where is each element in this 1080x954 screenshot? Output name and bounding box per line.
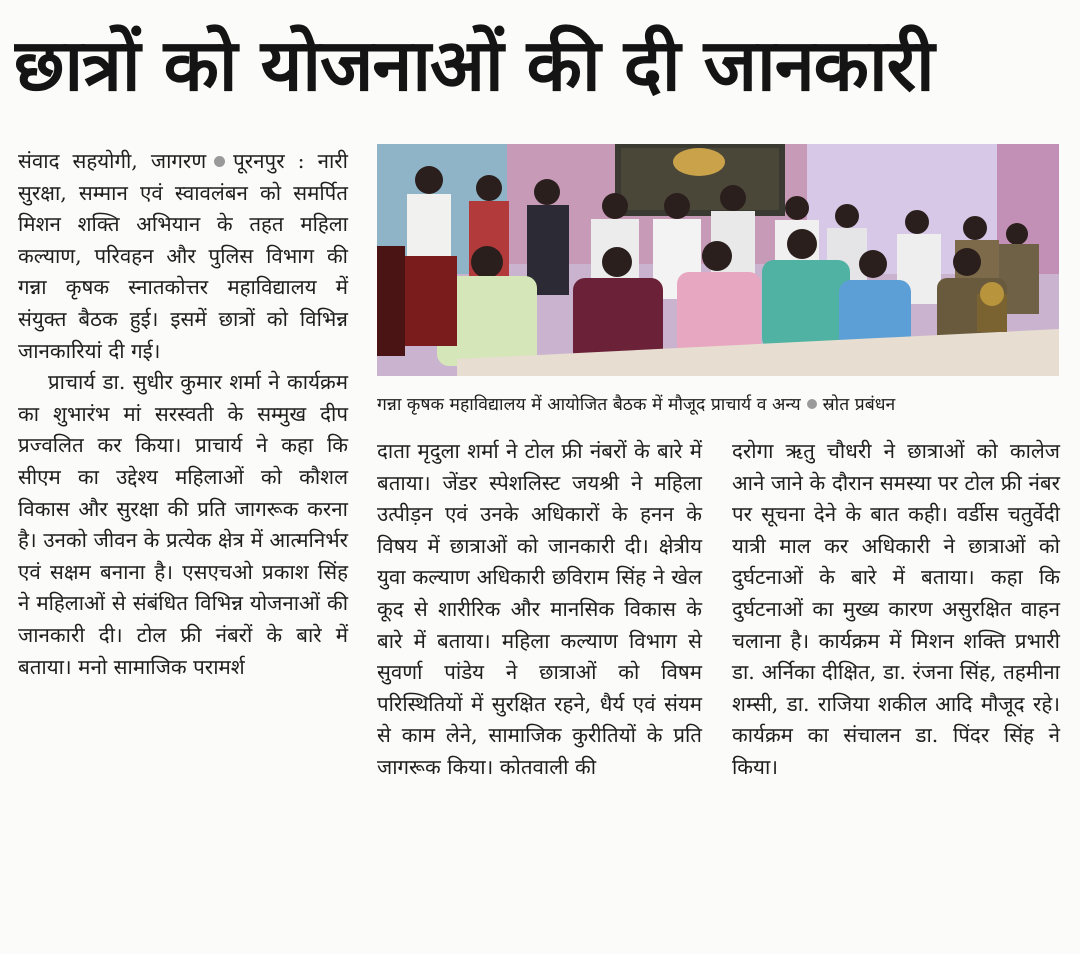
photo-credit: स्रोत प्रबंधन [822, 395, 896, 415]
event-photo [377, 144, 1059, 376]
lead-paragraph [18, 146, 348, 367]
article-column-2 [377, 436, 702, 784]
article-column-3 [732, 436, 1060, 784]
photo-caption [377, 388, 1067, 422]
body-paragraph: प्राचार्य डा. सुधीर कुमार शर्मा ने कार्यक्रम का शुभारंभ मां सरस्वती के सम्मुख दीप प्रज्वलित कर किया। प्राचार्य ने कहा कि सीएम का उद्देश्य महिलाओं को कौशल विकास और सुरक्षा की प्रति जागरूक करना है। उनको जीवन के प्रत्येक क्षेत्र में आत्मनिर्भर एवं सक्षम बनाना है। एसएचओ प्रकाश सिंह ने महिलाओं से संबंधित विभिन्न योजनाओं की जानकारी दी। टोल फ्री नंबरों के बारे में बताया। मनो सामाजिक परामर्श [18, 370, 348, 679]
bullet-dot-icon [214, 156, 225, 167]
body-paragraph: दरोगा ऋतु चौधरी ने छात्राओं को कालेज आने जाने के दौरान समस्या पर टोल फ्री नंबर पर सूचना देने के बात कही। वर्डीस चतुर्वेदी यात्री माल कर अधिकारी ने छात्राओं को दुर्घटनाओं के बारे में बताया। कहा कि दुर्घटनाओं का मुख्य कारण असुरक्षित वाहन चलाना है। कार्यक्रम में मिशन शक्ति प्रभारी डा. अर्निका दीक्षित, डा. रंजना सिंह, तहमीना शम्सी, डा. राजिया शकील आदि मौजूद रहे। कार्यक्रम का संचालन डा. पिंदर सिंह ने किया। [732, 439, 1060, 779]
byline-source: संवाद सहयोगी, जागरण [18, 149, 207, 173]
dateline: पूरनपुर : [233, 149, 305, 173]
article-column-1 [18, 146, 348, 683]
caption-text: गन्ना कृषक महाविद्यालय में आयोजित बैठक में मौजूद प्राचार्य व अन्य [377, 395, 801, 415]
lead-text: नारी सुरक्षा, सम्मान एवं स्वावलंबन को समर्पित मिशन शक्ति अभियान के तहत महिला कल्याण, परिवहन और पुलिस विभाग की गन्ना कृषक स्नातकोत्तर महाविद्यालय में संयुक्त बैठक हुई। इसमें छात्रों को विभिन्न जानकारियां दी गई। [18, 149, 348, 363]
bullet-dot-icon [807, 399, 817, 409]
headline: छात्रों को योजनाओं की दी जानकारी [14, 23, 934, 107]
body-paragraph: दाता मृदुला शर्मा ने टोल फ्री नंबरों के बारे में बताया। जेंडर स्पेशलिस्ट जयश्री ने महिला उत्पीड़न एवं उनके अधिकारों के हनन के विषय में छात्राओं को जानकारी दी। क्षेत्रीय युवा कल्याण अधिकारी छविराम सिंह ने खेल कूद से शारीरिक और मानसिक विकास के बारे में बताया। महिला कल्याण विभाग से सुवर्णा पांडेय ने छात्राओं को विषम परिस्थितियों में सुरक्षित रहने, धैर्य एवं संयम से काम लेने, सामाजिक कुरीतियों के प्रति जागरूक किया। कोतवाली की [377, 439, 702, 779]
